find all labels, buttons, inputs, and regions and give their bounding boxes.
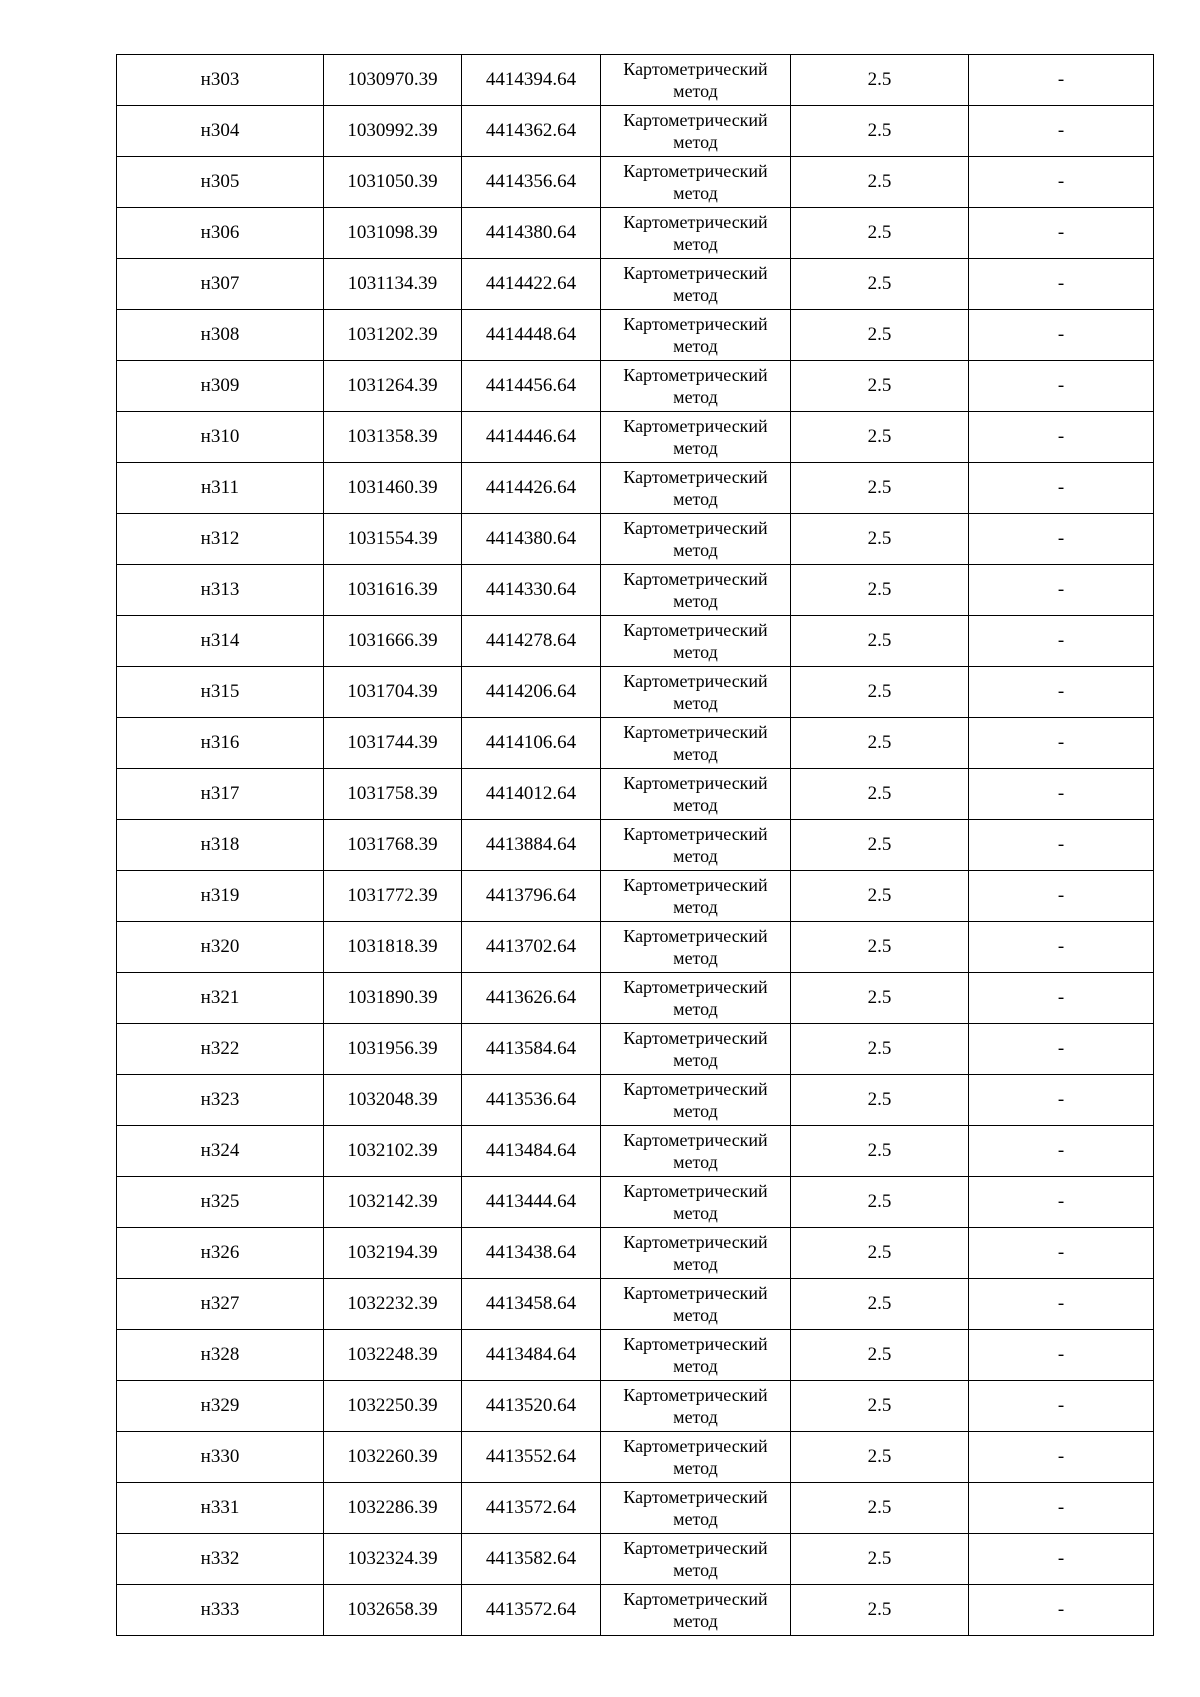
point-name-cell: н321 bbox=[117, 973, 324, 1024]
point-name-cell: н306 bbox=[117, 208, 324, 259]
method-cell bbox=[601, 157, 791, 208]
x-coordinate-cell: 1031772.39 bbox=[324, 871, 462, 922]
x-coordinate-cell: 1030970.39 bbox=[324, 55, 462, 106]
method-cell bbox=[601, 412, 791, 463]
y-coordinate-cell: 4414456.64 bbox=[462, 361, 601, 412]
accuracy-cell: 2.5 bbox=[791, 1126, 969, 1177]
method-line-2: метод bbox=[673, 1611, 718, 1631]
accuracy-cell: 2.5 bbox=[791, 55, 969, 106]
method-line-1: Картометрический bbox=[623, 59, 768, 79]
point-name-cell: н307 bbox=[117, 259, 324, 310]
table-row bbox=[117, 1432, 1154, 1483]
note-cell: - bbox=[969, 616, 1154, 667]
note-cell: - bbox=[969, 1534, 1154, 1585]
method-line-2: метод bbox=[673, 285, 718, 305]
x-coordinate-cell: 1032048.39 bbox=[324, 1075, 462, 1126]
y-coordinate-cell: 4414422.64 bbox=[462, 259, 601, 310]
method-line-2: метод bbox=[673, 1152, 718, 1172]
point-name-cell: н312 bbox=[117, 514, 324, 565]
method-line-2: метод bbox=[673, 438, 718, 458]
accuracy-cell: 2.5 bbox=[791, 1228, 969, 1279]
table-row bbox=[117, 106, 1154, 157]
y-coordinate-cell: 4414012.64 bbox=[462, 769, 601, 820]
accuracy-cell: 2.5 bbox=[791, 769, 969, 820]
method-line-2: метод bbox=[673, 642, 718, 662]
point-name-cell: н320 bbox=[117, 922, 324, 973]
note-cell: - bbox=[969, 1126, 1154, 1177]
note-cell: - bbox=[969, 1279, 1154, 1330]
y-coordinate-cell: 4414448.64 bbox=[462, 310, 601, 361]
point-name-cell: н314 bbox=[117, 616, 324, 667]
table-row bbox=[117, 1330, 1154, 1381]
y-coordinate-cell: 4414426.64 bbox=[462, 463, 601, 514]
x-coordinate-cell: 1031554.39 bbox=[324, 514, 462, 565]
accuracy-cell: 2.5 bbox=[791, 412, 969, 463]
method-cell bbox=[601, 667, 791, 718]
x-coordinate-cell: 1032194.39 bbox=[324, 1228, 462, 1279]
point-name-cell: н330 bbox=[117, 1432, 324, 1483]
y-coordinate-cell: 4413572.64 bbox=[462, 1483, 601, 1534]
method-line-1: Картометрический bbox=[623, 1538, 768, 1558]
y-coordinate-cell: 4413884.64 bbox=[462, 820, 601, 871]
method-line-2: метод bbox=[673, 795, 718, 815]
x-coordinate-cell: 1031704.39 bbox=[324, 667, 462, 718]
table-row bbox=[117, 616, 1154, 667]
method-line-1: Картометрический bbox=[623, 569, 768, 589]
note-cell: - bbox=[969, 1075, 1154, 1126]
note-cell: - bbox=[969, 157, 1154, 208]
note-cell: - bbox=[969, 1585, 1154, 1636]
y-coordinate-cell: 4414330.64 bbox=[462, 565, 601, 616]
method-line-2: метод bbox=[673, 81, 718, 101]
method-cell bbox=[601, 1381, 791, 1432]
accuracy-cell: 2.5 bbox=[791, 820, 969, 871]
method-line-1: Картометрический bbox=[623, 1334, 768, 1354]
note-cell: - bbox=[969, 922, 1154, 973]
method-line-2: метод bbox=[673, 1407, 718, 1427]
y-coordinate-cell: 4414394.64 bbox=[462, 55, 601, 106]
note-cell: - bbox=[969, 1483, 1154, 1534]
x-coordinate-cell: 1031666.39 bbox=[324, 616, 462, 667]
y-coordinate-cell: 4413626.64 bbox=[462, 973, 601, 1024]
method-cell bbox=[601, 922, 791, 973]
y-coordinate-cell: 4413444.64 bbox=[462, 1177, 601, 1228]
table-row bbox=[117, 412, 1154, 463]
point-name-cell: н329 bbox=[117, 1381, 324, 1432]
method-cell bbox=[601, 1534, 791, 1585]
table-row bbox=[117, 973, 1154, 1024]
y-coordinate-cell: 4414362.64 bbox=[462, 106, 601, 157]
method-line-1: Картометрический bbox=[623, 467, 768, 487]
method-line-2: метод bbox=[673, 1050, 718, 1070]
method-line-1: Картометрический bbox=[623, 1028, 768, 1048]
method-cell bbox=[601, 616, 791, 667]
table-row bbox=[117, 1075, 1154, 1126]
point-name-cell: н322 bbox=[117, 1024, 324, 1075]
point-name-cell: н324 bbox=[117, 1126, 324, 1177]
y-coordinate-cell: 4414380.64 bbox=[462, 208, 601, 259]
method-line-2: метод bbox=[673, 183, 718, 203]
table-row bbox=[117, 208, 1154, 259]
method-cell bbox=[601, 55, 791, 106]
table-row bbox=[117, 514, 1154, 565]
accuracy-cell: 2.5 bbox=[791, 1534, 969, 1585]
table-row bbox=[117, 667, 1154, 718]
accuracy-cell: 2.5 bbox=[791, 1381, 969, 1432]
table-row bbox=[117, 871, 1154, 922]
note-cell: - bbox=[969, 412, 1154, 463]
method-line-2: метод bbox=[673, 387, 718, 407]
method-line-1: Картометрический bbox=[623, 671, 768, 691]
method-line-1: Картометрический bbox=[623, 926, 768, 946]
x-coordinate-cell: 1031818.39 bbox=[324, 922, 462, 973]
method-line-2: метод bbox=[673, 1305, 718, 1325]
accuracy-cell: 2.5 bbox=[791, 463, 969, 514]
x-coordinate-cell: 1031758.39 bbox=[324, 769, 462, 820]
point-name-cell: н328 bbox=[117, 1330, 324, 1381]
method-line-2: метод bbox=[673, 489, 718, 509]
y-coordinate-cell: 4413572.64 bbox=[462, 1585, 601, 1636]
table-row bbox=[117, 1534, 1154, 1585]
method-line-2: метод bbox=[673, 1254, 718, 1274]
accuracy-cell: 2.5 bbox=[791, 1177, 969, 1228]
method-line-2: метод bbox=[673, 336, 718, 356]
table-row bbox=[117, 1126, 1154, 1177]
x-coordinate-cell: 1031616.39 bbox=[324, 565, 462, 616]
method-line-2: метод bbox=[673, 1203, 718, 1223]
accuracy-cell: 2.5 bbox=[791, 667, 969, 718]
point-name-cell: н304 bbox=[117, 106, 324, 157]
table-row bbox=[117, 1177, 1154, 1228]
note-cell: - bbox=[969, 259, 1154, 310]
note-cell: - bbox=[969, 718, 1154, 769]
y-coordinate-cell: 4413796.64 bbox=[462, 871, 601, 922]
method-cell bbox=[601, 514, 791, 565]
y-coordinate-cell: 4414446.64 bbox=[462, 412, 601, 463]
point-name-cell: н311 bbox=[117, 463, 324, 514]
note-cell: - bbox=[969, 769, 1154, 820]
method-cell bbox=[601, 1228, 791, 1279]
x-coordinate-cell: 1032232.39 bbox=[324, 1279, 462, 1330]
y-coordinate-cell: 4413520.64 bbox=[462, 1381, 601, 1432]
method-line-2: метод bbox=[673, 999, 718, 1019]
method-cell bbox=[601, 1585, 791, 1636]
method-cell bbox=[601, 1279, 791, 1330]
method-line-1: Картометрический bbox=[623, 722, 768, 742]
method-line-1: Картометрический bbox=[623, 416, 768, 436]
note-cell: - bbox=[969, 973, 1154, 1024]
note-cell: - bbox=[969, 1024, 1154, 1075]
accuracy-cell: 2.5 bbox=[791, 259, 969, 310]
method-line-1: Картометрический bbox=[623, 1436, 768, 1456]
table-row bbox=[117, 1585, 1154, 1636]
method-cell bbox=[601, 718, 791, 769]
method-line-2: метод bbox=[673, 1509, 718, 1529]
point-name-cell: н333 bbox=[117, 1585, 324, 1636]
method-cell bbox=[601, 310, 791, 361]
point-name-cell: н309 bbox=[117, 361, 324, 412]
method-cell bbox=[601, 1177, 791, 1228]
point-name-cell: н313 bbox=[117, 565, 324, 616]
table-row bbox=[117, 1228, 1154, 1279]
table-row bbox=[117, 1483, 1154, 1534]
method-cell bbox=[601, 871, 791, 922]
method-cell bbox=[601, 463, 791, 514]
accuracy-cell: 2.5 bbox=[791, 1483, 969, 1534]
x-coordinate-cell: 1030992.39 bbox=[324, 106, 462, 157]
method-cell bbox=[601, 1126, 791, 1177]
table-row bbox=[117, 1279, 1154, 1330]
x-coordinate-cell: 1031744.39 bbox=[324, 718, 462, 769]
x-coordinate-cell: 1032324.39 bbox=[324, 1534, 462, 1585]
table-row bbox=[117, 55, 1154, 106]
method-line-1: Картометрический bbox=[623, 620, 768, 640]
method-cell bbox=[601, 259, 791, 310]
x-coordinate-cell: 1032102.39 bbox=[324, 1126, 462, 1177]
method-line-1: Картометрический bbox=[623, 1283, 768, 1303]
method-line-1: Картометрический bbox=[623, 263, 768, 283]
note-cell: - bbox=[969, 1177, 1154, 1228]
method-line-1: Картометрический bbox=[623, 977, 768, 997]
x-coordinate-cell: 1032658.39 bbox=[324, 1585, 462, 1636]
x-coordinate-cell: 1031460.39 bbox=[324, 463, 462, 514]
accuracy-cell: 2.5 bbox=[791, 565, 969, 616]
table-row bbox=[117, 463, 1154, 514]
coordinates-table-body bbox=[117, 55, 1154, 1636]
note-cell: - bbox=[969, 55, 1154, 106]
accuracy-cell: 2.5 bbox=[791, 157, 969, 208]
x-coordinate-cell: 1032260.39 bbox=[324, 1432, 462, 1483]
method-line-1: Картометрический bbox=[623, 1232, 768, 1252]
method-line-1: Картометрический bbox=[623, 1181, 768, 1201]
table-row bbox=[117, 259, 1154, 310]
point-name-cell: н325 bbox=[117, 1177, 324, 1228]
y-coordinate-cell: 4414106.64 bbox=[462, 718, 601, 769]
y-coordinate-cell: 4413484.64 bbox=[462, 1126, 601, 1177]
table-row bbox=[117, 820, 1154, 871]
method-line-1: Картометрический bbox=[623, 773, 768, 793]
method-cell bbox=[601, 1483, 791, 1534]
x-coordinate-cell: 1031956.39 bbox=[324, 1024, 462, 1075]
method-line-2: метод bbox=[673, 744, 718, 764]
method-cell bbox=[601, 106, 791, 157]
y-coordinate-cell: 4413484.64 bbox=[462, 1330, 601, 1381]
table-row bbox=[117, 565, 1154, 616]
point-name-cell: н310 bbox=[117, 412, 324, 463]
accuracy-cell: 2.5 bbox=[791, 616, 969, 667]
x-coordinate-cell: 1032286.39 bbox=[324, 1483, 462, 1534]
method-cell bbox=[601, 1432, 791, 1483]
method-cell bbox=[601, 769, 791, 820]
x-coordinate-cell: 1031358.39 bbox=[324, 412, 462, 463]
method-line-1: Картометрический bbox=[623, 1487, 768, 1507]
accuracy-cell: 2.5 bbox=[791, 1075, 969, 1126]
y-coordinate-cell: 4413582.64 bbox=[462, 1534, 601, 1585]
table-row bbox=[117, 1381, 1154, 1432]
accuracy-cell: 2.5 bbox=[791, 1585, 969, 1636]
accuracy-cell: 2.5 bbox=[791, 208, 969, 259]
table-row bbox=[117, 157, 1154, 208]
point-name-cell: н303 bbox=[117, 55, 324, 106]
y-coordinate-cell: 4414206.64 bbox=[462, 667, 601, 718]
method-line-1: Картометрический bbox=[623, 314, 768, 334]
note-cell: - bbox=[969, 1381, 1154, 1432]
method-line-2: метод bbox=[673, 846, 718, 866]
note-cell: - bbox=[969, 565, 1154, 616]
accuracy-cell: 2.5 bbox=[791, 106, 969, 157]
method-line-2: метод bbox=[673, 1356, 718, 1376]
method-line-1: Картометрический bbox=[623, 824, 768, 844]
table-row bbox=[117, 310, 1154, 361]
x-coordinate-cell: 1031768.39 bbox=[324, 820, 462, 871]
x-coordinate-cell: 1031202.39 bbox=[324, 310, 462, 361]
point-name-cell: н332 bbox=[117, 1534, 324, 1585]
note-cell: - bbox=[969, 1228, 1154, 1279]
method-line-1: Картометрический bbox=[623, 1589, 768, 1609]
method-line-1: Картометрический bbox=[623, 1130, 768, 1150]
accuracy-cell: 2.5 bbox=[791, 1330, 969, 1381]
method-line-2: метод bbox=[673, 948, 718, 968]
method-cell bbox=[601, 820, 791, 871]
point-name-cell: н326 bbox=[117, 1228, 324, 1279]
x-coordinate-cell: 1031134.39 bbox=[324, 259, 462, 310]
accuracy-cell: 2.5 bbox=[791, 973, 969, 1024]
point-name-cell: н305 bbox=[117, 157, 324, 208]
x-coordinate-cell: 1031098.39 bbox=[324, 208, 462, 259]
accuracy-cell: 2.5 bbox=[791, 514, 969, 565]
accuracy-cell: 2.5 bbox=[791, 1279, 969, 1330]
x-coordinate-cell: 1032248.39 bbox=[324, 1330, 462, 1381]
x-coordinate-cell: 1031890.39 bbox=[324, 973, 462, 1024]
method-cell bbox=[601, 1330, 791, 1381]
table-row bbox=[117, 361, 1154, 412]
method-line-2: метод bbox=[673, 1101, 718, 1121]
method-line-1: Картометрический bbox=[623, 110, 768, 130]
method-line-2: метод bbox=[673, 897, 718, 917]
method-cell bbox=[601, 1024, 791, 1075]
point-name-cell: н318 bbox=[117, 820, 324, 871]
note-cell: - bbox=[969, 463, 1154, 514]
point-name-cell: н319 bbox=[117, 871, 324, 922]
table-row bbox=[117, 718, 1154, 769]
method-line-1: Картометрический bbox=[623, 161, 768, 181]
table-row bbox=[117, 1024, 1154, 1075]
accuracy-cell: 2.5 bbox=[791, 361, 969, 412]
y-coordinate-cell: 4414278.64 bbox=[462, 616, 601, 667]
point-name-cell: н308 bbox=[117, 310, 324, 361]
method-cell bbox=[601, 361, 791, 412]
method-line-1: Картометрический bbox=[623, 518, 768, 538]
method-cell bbox=[601, 973, 791, 1024]
point-name-cell: н331 bbox=[117, 1483, 324, 1534]
accuracy-cell: 2.5 bbox=[791, 310, 969, 361]
y-coordinate-cell: 4413438.64 bbox=[462, 1228, 601, 1279]
method-line-2: метод bbox=[673, 1560, 718, 1580]
method-line-2: метод bbox=[673, 234, 718, 254]
accuracy-cell: 2.5 bbox=[791, 922, 969, 973]
point-name-cell: н327 bbox=[117, 1279, 324, 1330]
point-name-cell: н315 bbox=[117, 667, 324, 718]
y-coordinate-cell: 4413458.64 bbox=[462, 1279, 601, 1330]
y-coordinate-cell: 4414356.64 bbox=[462, 157, 601, 208]
method-line-2: метод bbox=[673, 132, 718, 152]
method-cell bbox=[601, 208, 791, 259]
point-name-cell: н317 bbox=[117, 769, 324, 820]
table-row bbox=[117, 922, 1154, 973]
accuracy-cell: 2.5 bbox=[791, 871, 969, 922]
note-cell: - bbox=[969, 820, 1154, 871]
method-line-2: метод bbox=[673, 591, 718, 611]
note-cell: - bbox=[969, 361, 1154, 412]
method-line-2: метод bbox=[673, 693, 718, 713]
accuracy-cell: 2.5 bbox=[791, 718, 969, 769]
coordinates-table bbox=[116, 54, 1154, 1636]
x-coordinate-cell: 1032250.39 bbox=[324, 1381, 462, 1432]
y-coordinate-cell: 4414380.64 bbox=[462, 514, 601, 565]
point-name-cell: н316 bbox=[117, 718, 324, 769]
method-line-1: Картометрический bbox=[623, 212, 768, 232]
x-coordinate-cell: 1031050.39 bbox=[324, 157, 462, 208]
note-cell: - bbox=[969, 208, 1154, 259]
method-cell bbox=[601, 1075, 791, 1126]
x-coordinate-cell: 1032142.39 bbox=[324, 1177, 462, 1228]
y-coordinate-cell: 4413536.64 bbox=[462, 1075, 601, 1126]
method-line-1: Картометрический bbox=[623, 1385, 768, 1405]
accuracy-cell: 2.5 bbox=[791, 1024, 969, 1075]
y-coordinate-cell: 4413584.64 bbox=[462, 1024, 601, 1075]
point-name-cell: н323 bbox=[117, 1075, 324, 1126]
note-cell: - bbox=[969, 871, 1154, 922]
note-cell: - bbox=[969, 106, 1154, 157]
note-cell: - bbox=[969, 514, 1154, 565]
note-cell: - bbox=[969, 667, 1154, 718]
method-line-1: Картометрический bbox=[623, 1079, 768, 1099]
method-line-2: метод bbox=[673, 540, 718, 560]
x-coordinate-cell: 1031264.39 bbox=[324, 361, 462, 412]
method-line-2: метод bbox=[673, 1458, 718, 1478]
method-cell bbox=[601, 565, 791, 616]
y-coordinate-cell: 4413552.64 bbox=[462, 1432, 601, 1483]
accuracy-cell: 2.5 bbox=[791, 1432, 969, 1483]
method-line-1: Картометрический bbox=[623, 365, 768, 385]
method-line-1: Картометрический bbox=[623, 875, 768, 895]
note-cell: - bbox=[969, 1330, 1154, 1381]
y-coordinate-cell: 4413702.64 bbox=[462, 922, 601, 973]
note-cell: - bbox=[969, 1432, 1154, 1483]
table-row bbox=[117, 769, 1154, 820]
note-cell: - bbox=[969, 310, 1154, 361]
